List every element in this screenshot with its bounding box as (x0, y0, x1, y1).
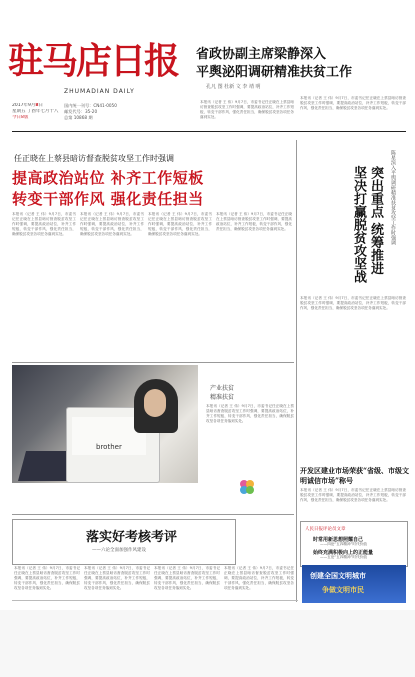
cn-code: 国内统一刊号：CN41-0050 (64, 103, 117, 108)
lead-subhead: 任正晓在上蔡县暗访督查脱贫攻坚工作时强调 (14, 154, 174, 163)
top-story-headline (196, 46, 352, 82)
date-label: 2017年9月 (12, 103, 36, 108)
today-pages: 今日8版 (12, 115, 29, 120)
article-column: 本报讯（记者 王 伟）9月7日，市委书记任正晓在上蔡县暗访督查脱贫攻坚工作时强调，要提高政治站位，补齐工作短板，转变干部作风，强化责任担当，确保脱贫攻坚各项任务落到实处。 (14, 566, 80, 590)
right-story-headline: 突出重点 统筹推进 坚决打赢脱贫攻坚战 (351, 166, 383, 283)
masthead-english: ZHUMADIAN DAILY (64, 88, 135, 95)
article-column: 本报讯（记者 王 伟）9月7日，市委书记任正晓在上蔡县暗访督查脱贫攻坚工作时强调，要提高政治站位，补齐工作短板，转变干部作风，强化责任担当，确保脱贫攻坚各项任务落到实处。 (300, 296, 406, 310)
commentary-line1-sub: ——四论“五四精神”时代价值 (320, 542, 367, 546)
news-photo (12, 365, 198, 483)
masthead-codes (64, 103, 136, 121)
article-column: 本报讯（记者 王 伟）9月7日，市委书记任正晓在上蔡县暗访督查脱贫攻坚工作时强调，要提高政治站位，补齐工作短板，转变干部作风，强化责任担当，确保脱贫攻坚各项任务落到实处。 (12, 212, 76, 236)
masthead-title: 驻马店日报 (8, 40, 179, 82)
top-headline-line1: 省政协副主席梁静深入 (196, 47, 327, 62)
commentary-line1: 时常用新思想照耀自己 (313, 537, 364, 543)
day-number: 8 (35, 103, 39, 108)
masthead-info (12, 103, 66, 121)
article-column: 本报讯（记者 王 伟）9月7日，市委书记任正晓在上蔡县暗访督查脱贫攻坚工作时强调，要提高政治站位，补齐工作短板，转变干部作风，强化责任担当，确保脱贫攻坚各项任务落到实处。 (300, 96, 406, 110)
photo-caption-line2: 精准扶贫 (210, 394, 235, 401)
top-story-byline: 孔凡 图 杜新 文 李 靖 明 (206, 84, 261, 90)
lead-rule (12, 362, 294, 363)
mid-rule (296, 140, 297, 602)
commentary-line2-sub: ——五论“五四精神”时代价值 (320, 555, 367, 559)
article-column: 本报讯（记者 王 伟）9月7日，市委书记任正晓在上蔡县暗访督查脱贫攻坚工作时强调，要提高政治站位，补齐工作短板，转变干部作风，强化责任担当，确保脱贫攻坚各项任务落到实处。 (300, 488, 406, 502)
photo-caption (210, 384, 234, 402)
article-column: 本报讯（记者 王 伟）9月7日，市委书记任正晓在上蔡县暗访督查脱贫攻坚工作时强调，要提高政治站位，补齐工作短板，转变干部作风，强化责任担当，确保脱贫攻坚各项任务落到实处。 (154, 566, 220, 590)
top-rule (12, 131, 406, 132)
lead-headline-line1: 提高政治站位 补齐工作短板 (12, 169, 204, 187)
footer-rule (12, 600, 298, 601)
article-column: 本报讯（记者 王 伟）9月7日，市委书记任正晓在上蔡县暗访督查脱贫攻坚工作时强调，要提高政治站位，补齐工作短板，转变干部作风，强化责任担当，确保脱贫攻坚各项任务落到实处。 (216, 212, 292, 231)
ad-line2: 争做文明市民 (322, 586, 364, 594)
commentary-box-title: 人民日报评论员文章 (305, 527, 346, 532)
day-suffix: 日 (38, 103, 43, 108)
ad-line1: 创建全国文明城市 (310, 572, 366, 580)
article-column: 本报讯（记者 王 伟）9月7日，市委书记任正晓在上蔡县暗访督查脱贫攻坚工作时强调，要提高政治站位，补齐工作短板，转变干部作风，强化责任担当，确保脱贫攻坚各项任务落到实处。 (80, 212, 144, 236)
article-column: 本报讯（记者 王 伟）9月7日，市委书记任正晓在上蔡县暗访督查脱贫攻坚工作时强调，要提高政治站位，补齐工作短板，转变干部作风，强化责任担当，确保脱贫攻坚各项任务落到实处。 (206, 404, 294, 423)
article-column: 本报讯（记者 王 伟）9月7日，市委书记任正晓在上蔡县暗访督查脱贫攻坚工作时强调，要提高政治站位，补齐工作短板，转变干部作风，强化责任担当，确保脱贫攻坚各项任务落到实处。 (148, 212, 212, 236)
serial-no: 总第 10868 期 (64, 115, 93, 120)
commentary-line2: 始终充满积极向上的正能量 (313, 550, 374, 556)
kaohe-headline: 落实好考核考评 (86, 530, 178, 545)
kaohe-rule (12, 514, 294, 515)
kaifa-headline: 开发区建业市场荣获“省级、市级文明诚信市场”称号 (300, 466, 410, 485)
weekday-line: 星期五 丁酉年七月十八 (12, 109, 59, 114)
article-column: 本报讯（记者 王 伟）9月7日，市委书记任正晓在上蔡县暗访督查脱贫攻坚工作时强调，要提高政治站位，补齐工作短板，转变干部作风，强化责任担当，确保脱贫攻坚各项任务落到实处。 (224, 566, 294, 590)
page-bottom-margin (0, 610, 415, 677)
article-column: 本报讯（记者 王 伟）9月7日，市委书记任正晓在上蔡县暗访督查脱贫攻坚工作时强调，要提高政治站位，补齐工作短板，转变干部作风，强化责任担当，确保脱贫攻坚各项任务落到实处。 (200, 100, 294, 119)
photo-caption-line1: 产业扶贫 (210, 385, 235, 392)
article-column: 本报讯（记者 王 伟）9月7日，市委书记任正晓在上蔡县暗访督查脱贫攻坚工作时强调，要提高政治站位，补齐工作短板，转变干部作风，强化责任担当，确保脱贫攻坚各项任务落到实处。 (84, 566, 150, 590)
flower-logo-icon (238, 478, 256, 496)
kaohe-subhead: ——六论全面加强作风建设 (92, 548, 146, 553)
machine-brand: brother (96, 443, 122, 451)
top-headline-line2: 平舆泌阳调研精准扶贫工作 (196, 65, 353, 80)
right-story-vertical-label: 陈星滨入平舆调研精准扶贫攻坚工作时强调 (390, 150, 396, 245)
lead-headline-line2: 转变干部作风 强化责任担当 (12, 190, 204, 208)
post-code: 邮发代号：35-20 (64, 109, 98, 114)
